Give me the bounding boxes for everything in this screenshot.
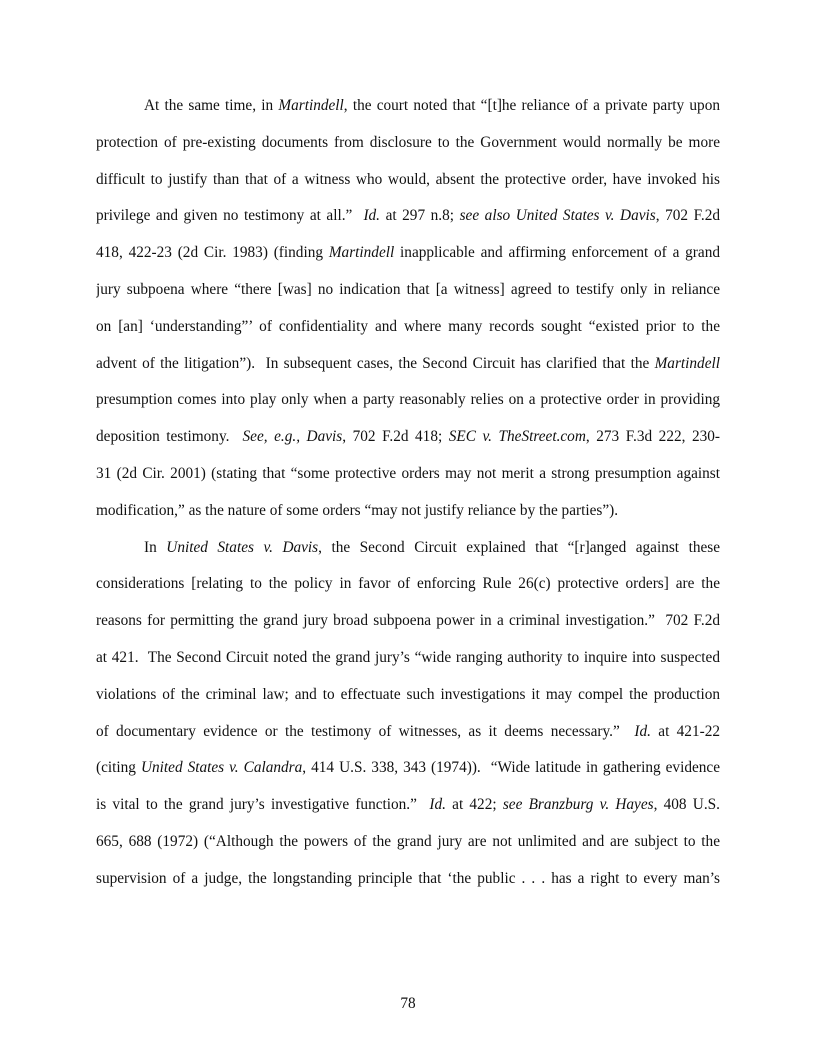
text-line: [96, 272, 720, 309]
text-run: (citing: [96, 759, 141, 777]
text-line: [96, 530, 720, 567]
italic-citation: Id.: [363, 207, 381, 225]
italic-citation: see also United States v. Davis: [459, 207, 656, 225]
text-run: , 273 F.3d 222, 230-: [585, 428, 720, 446]
text-line: [96, 309, 720, 346]
text-run: considerations [relating to the policy in favor of enforcing Rule 26(c) protective orders] are the: [96, 575, 720, 593]
text-run: on [an] ‘understanding”’ of confidentiality and where many records sought “existed prior to the: [96, 317, 720, 335]
text-line: [96, 382, 720, 419]
text-run: 665, 688 (1972) (“Although the powers of the grand jury are not unlimited and are subject to the: [96, 832, 720, 850]
text-line: [96, 162, 720, 199]
text-run: is vital to the grand jury’s investigative function.”: [96, 796, 430, 814]
text-line: [96, 125, 720, 162]
text-run: at 297 n.8;: [380, 207, 460, 225]
text-run: , 414 U.S. 338, 343 (1974)). “Wide latitude in gathering evidence: [302, 759, 720, 777]
italic-citation: SEC v. TheStreet.com: [448, 428, 586, 446]
text-line: [96, 346, 720, 383]
text-line: [96, 493, 720, 530]
text-run: , 702 F.2d: [655, 207, 720, 225]
italic-citation: Id.: [429, 796, 446, 814]
document-body: [96, 88, 720, 898]
text-run: protection of pre-existing documents from disclosure to the Government would normally be more: [96, 133, 720, 151]
italic-citation: see Branzburg v. Hayes: [502, 796, 654, 814]
text-run: at 421. The Second Circuit noted the grand jury’s “wide ranging authority to inquire into suspected: [96, 648, 720, 666]
text-run: In: [144, 538, 167, 556]
text-line: [96, 677, 720, 714]
text-run: jury subpoena where “there [was] no indication that [a witness] agreed to testify only in reliance: [96, 280, 720, 298]
text-run: of documentary evidence or the testimony of witnesses, as it deems necessary.”: [96, 722, 635, 740]
text-run: at 422;: [445, 796, 503, 814]
text-line: [96, 750, 720, 787]
italic-citation: Martindell: [328, 244, 395, 262]
text-run: inapplicable and affirming enforcement of a grand: [394, 244, 720, 262]
text-run: privilege and given no testimony at all.”: [96, 207, 364, 225]
text-line: [96, 861, 720, 898]
text-line: [96, 456, 720, 493]
text-line: [96, 235, 720, 272]
text-line: [96, 566, 720, 603]
text-run: 418, 422-23 (2d Cir. 1983) (finding: [96, 244, 329, 262]
text-run: presumption comes into play only when a party reasonably relies on a protective order in providing: [96, 391, 720, 409]
italic-citation: United States v. Calandra: [140, 759, 303, 777]
text-run: , 408 U.S.: [653, 796, 720, 814]
text-run: advent of the litigation”). In subsequent cases, the Second Circuit has clarified that the: [96, 354, 655, 372]
text-line: [96, 88, 720, 125]
text-line: [96, 198, 720, 235]
text-line: [96, 714, 720, 751]
text-run: supervision of a judge, the longstanding principle that ‘the public . . . has a right to every man’s: [96, 869, 720, 887]
text-run: deposition testimony.: [96, 428, 243, 446]
text-run: at 421-22: [650, 722, 720, 740]
italic-citation: Id.: [634, 722, 651, 740]
text-line: [96, 640, 720, 677]
page-number: 78: [400, 995, 416, 1012]
text-run: , the Second Circuit explained that “[r]anged against these: [318, 538, 720, 556]
text-line: [96, 824, 720, 861]
text-run: difficult to justify than that of a witness who would, absent the protective order, have invoked his: [96, 170, 720, 188]
italic-citation: See, e.g., Davis: [242, 428, 343, 446]
italic-citation: Martindell: [654, 354, 720, 372]
italic-citation: United States v. Davis: [166, 538, 319, 556]
text-run: 31 (2d Cir. 2001) (stating that “some protective orders may not merit a strong presumption against: [96, 464, 720, 482]
text-line: [96, 603, 720, 640]
text-run: violations of the criminal law; and to effectuate such investigations it may compel the production: [96, 685, 720, 703]
text-run: , 702 F.2d 418;: [342, 428, 449, 446]
text-run: , the court noted that “[t]he reliance of a private party upon: [343, 97, 720, 114]
text-run: At the same time, in: [144, 97, 279, 114]
text-run: modification,” as the nature of some orders “may not justify reliance by the parties”).: [96, 501, 619, 519]
text-line: [96, 419, 720, 456]
text-line: [96, 787, 720, 824]
italic-citation: Martindell: [278, 97, 344, 114]
text-run: reasons for permitting the grand jury broad subpoena power in a criminal investigation.” 702 F.2d: [96, 612, 720, 630]
